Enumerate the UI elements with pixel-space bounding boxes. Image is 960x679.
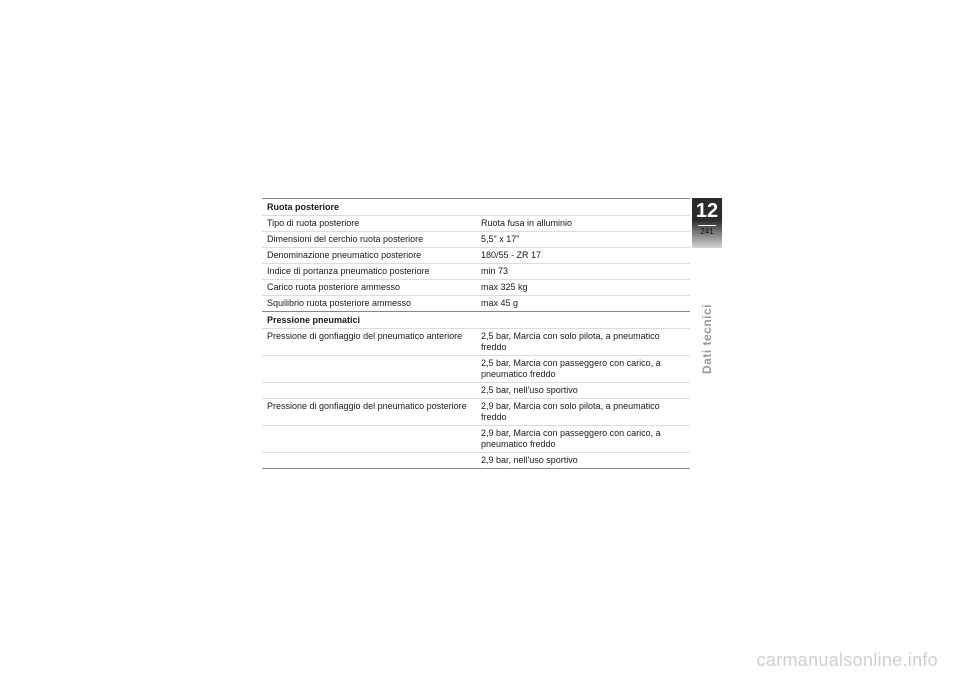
row-label: Indice di portanza pneumatico posteriore [262,264,476,280]
row-value: 2,5 bar, Marcia con solo pilota, a pneumatico freddo [476,329,690,356]
watermark: carmanualsonline.info [756,650,938,670]
chapter-number: 12 [695,200,719,222]
row-label: Squilibrio ruota posteriore ammesso [262,296,476,312]
row-value: 180/55 - ZR 17 [476,248,690,264]
row-value: Ruota fusa in alluminio [476,216,690,232]
row-label [262,426,476,453]
table-row [262,232,690,248]
row-label: Pressione di gonfiaggio del pneumatico posteriore [262,399,476,426]
row-value: max 325 kg [476,280,690,296]
table-row [262,356,690,383]
row-label: Tipo di ruota posteriore [262,216,476,232]
table-row [262,426,690,453]
row-label: Pressione di gonfiaggio del pneumatico anteriore [262,329,476,356]
table-row [262,248,690,264]
row-value: max 45 g [476,296,690,312]
section-header [262,312,690,329]
section-header [262,199,690,216]
table-row [262,216,690,232]
table-row [262,399,690,426]
row-value: 5,5" x 17" [476,232,690,248]
row-label [262,383,476,399]
table-row [262,264,690,280]
table-row [262,329,690,356]
row-value: 2,9 bar, nell'uso sportivo [476,453,690,469]
row-value: 2,9 bar, Marcia con solo pilota, a pneumatico freddo [476,399,690,426]
row-value: 2,9 bar, Marcia con passeggero con carico, a pneumatico freddo [476,426,690,453]
chapter-tab [692,198,722,248]
chapter-title: Dati tecnici [700,303,714,375]
section-title: Pressione pneumatici [262,312,690,329]
row-label: Carico ruota posteriore ammesso [262,280,476,296]
table-row [262,453,690,469]
spec-table [262,198,690,469]
section-title: Ruota posteriore [262,199,690,216]
row-label [262,356,476,383]
row-label: Dimensioni del cerchio ruota posteriore [262,232,476,248]
table-row [262,383,690,399]
table-row [262,280,690,296]
row-value: 2,5 bar, nell'uso sportivo [476,383,690,399]
row-value: min 73 [476,264,690,280]
row-label [262,453,476,469]
page-number: 241 [700,227,714,236]
table-row [262,296,690,312]
row-label: Denominazione pneumatico posteriore [262,248,476,264]
tab-divider [698,225,716,226]
row-value: 2,5 bar, Marcia con passeggero con carico, a pneumatico freddo [476,356,690,383]
